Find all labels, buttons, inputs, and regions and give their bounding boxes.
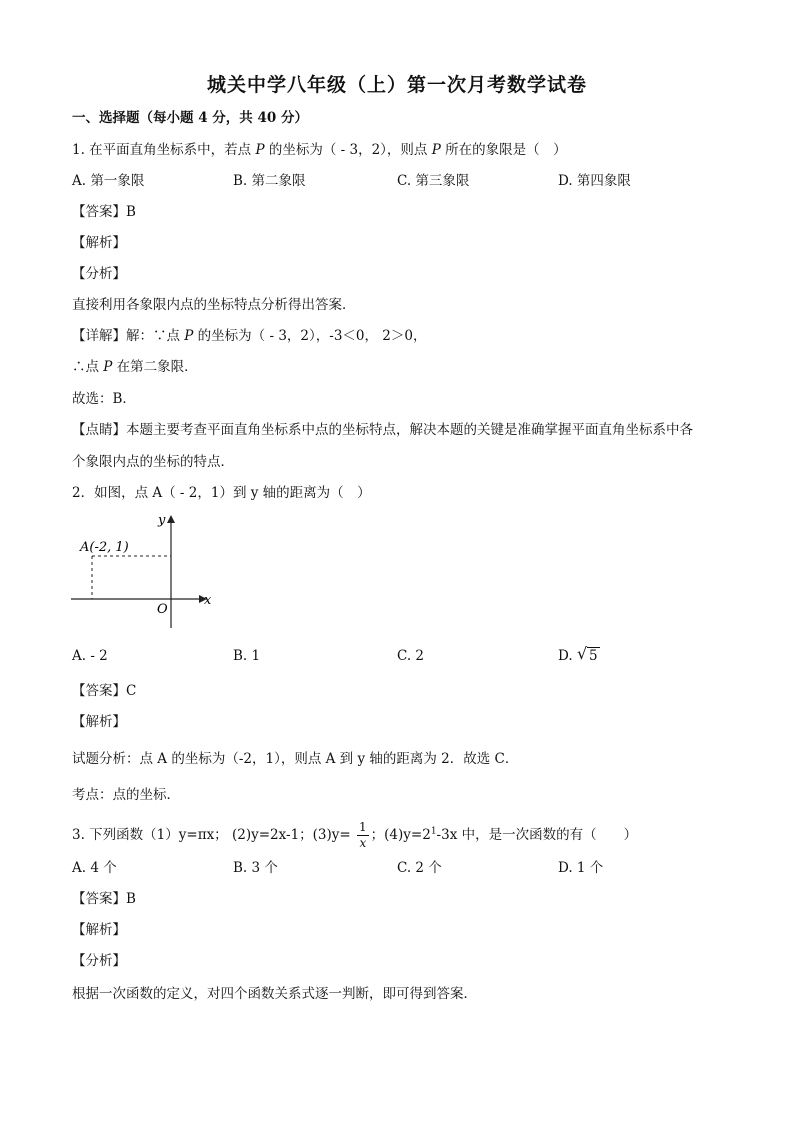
q3-option-c: C. 2 个 <box>397 860 442 876</box>
x-axis-label: x <box>204 593 212 608</box>
q3-jiexi-label: 【解析】 <box>72 922 126 938</box>
q3-answer: 【答案】B <box>72 891 136 907</box>
q1-choose: 故选：B． <box>72 391 136 407</box>
q2-option-d: D. √ 5 <box>558 644 598 664</box>
sqrt-symbol: √ 5 <box>576 644 598 664</box>
q2-option-a: A. - 2 <box>72 648 108 664</box>
q1-option-d: D. 第四象限 <box>558 173 631 189</box>
q1-fenxi-label: 【分析】 <box>72 266 126 282</box>
q1-answer: 【答案】B <box>72 204 136 220</box>
q1-option-b: B. 第二象限 <box>233 173 306 189</box>
q2-option-c: C. 2 <box>397 648 425 664</box>
y-axis-arrow <box>167 515 175 523</box>
q3-option-b: B. 3 个 <box>233 860 278 876</box>
q2-option-b: B. 1 <box>233 648 261 664</box>
q2-answer: 【答案】C <box>72 683 137 699</box>
q1-option-a: A. 第一象限 <box>72 173 145 189</box>
q1-dianjing: 【点睛】本题主要考查平面直角坐标系中点的坐标特点，解决本题的关键是准确掌握平面直角坐标系中各 <box>72 422 693 438</box>
q1-fenxi-text: 直接利用各象限内点的坐标特点分析得出答案． <box>72 297 356 313</box>
q2-stem: 2．如图，点 A（ - 2，1）到 y 轴的距离为（ ） <box>72 485 371 501</box>
q3-stem: 3. 下列函数（1）y=πx； (2)y=2x-1；(3)y= $\frac{1}{x}$ ；$(4)y=2^1-3x$ 中，是一次函数的有（ ） <box>72 820 638 850</box>
q3-option-a: A. 4 个 <box>72 860 117 876</box>
q3-fenxi-text: 根据一次函数的定义，对四个函数关系式逐一判断，即可得到答案． <box>72 986 477 1002</box>
q1-jiexi-label: 【解析】 <box>72 235 126 251</box>
q3-option-d: D. 1 个 <box>558 860 604 876</box>
q2-analysis: 试题分析：点 A 的坐标为（-2，1），则点 A 到 y 轴的距离为 2．故选 C． <box>72 751 519 767</box>
q1-option-c: C. 第三象限 <box>397 173 470 189</box>
y-axis-label: y <box>158 513 166 528</box>
page-title: 城关中学八年级（上）第一次月考数学试卷 <box>206 74 587 96</box>
q3-fenxi-label: 【分析】 <box>72 953 126 969</box>
q1-dianjing-cont: 个象限内点的坐标的特点． <box>72 454 234 470</box>
origin-label: O <box>157 602 168 617</box>
q1-stem: 1. 在平面直角坐标系中，若点 P 的坐标为（ - 3，2），则点 P 所在的象限是（ ） <box>72 142 567 158</box>
q2-kaodian: 考点：点的坐标． <box>72 787 180 803</box>
q1-xiangjie: 【详解】解：∵点 P 的坐标为（ - 3，2），-3＜0， 2＞0， <box>72 328 427 344</box>
section-heading: 一、选择题（每小题 4 分，共 40 分） <box>72 110 308 126</box>
q2-jiexi-label: 【解析】 <box>72 714 126 730</box>
fraction-1-over-x: $\frac{1}{x}$ <box>359 820 367 850</box>
q1-therefore: ∴点 P 在第二象限． <box>72 359 198 375</box>
point-a-label: A(-2, 1) <box>80 540 129 555</box>
q2-coordinate-figure <box>66 510 226 630</box>
